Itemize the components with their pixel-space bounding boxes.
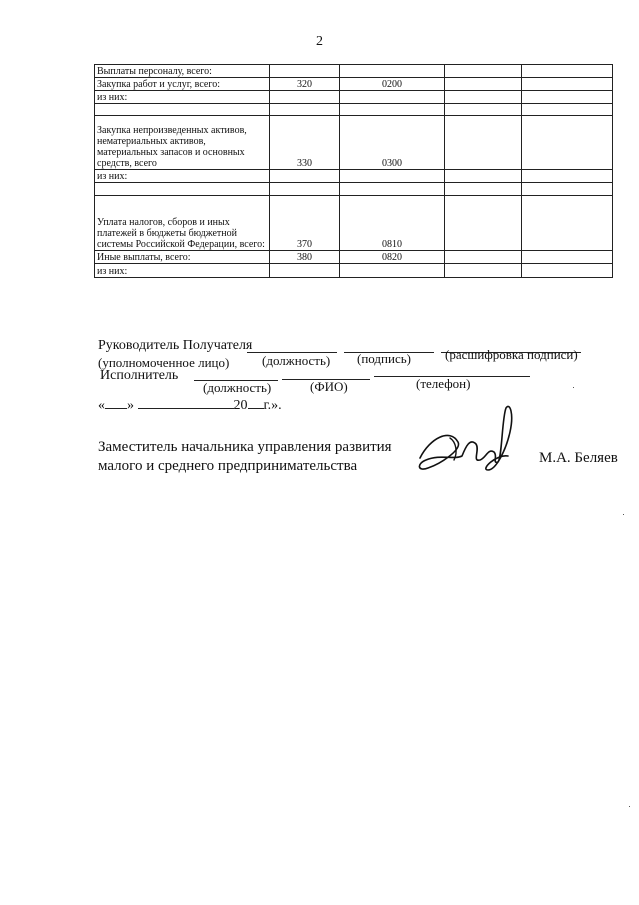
value-cell (445, 196, 522, 251)
value-cell (522, 183, 613, 196)
value-cell (445, 104, 522, 116)
budget-code (340, 183, 445, 196)
value-cell (522, 251, 613, 264)
executor-fio-caption: (ФИО) (310, 379, 348, 394)
budget-code (340, 91, 445, 104)
line-code (270, 91, 340, 104)
deputy-title (98, 438, 392, 476)
line-code (270, 264, 340, 278)
scan-speck (623, 514, 624, 515)
budget-code (340, 264, 445, 278)
page-number: 2 (316, 34, 323, 49)
date-suffix: г.». (263, 398, 282, 413)
budget-code: 0820 (340, 251, 445, 264)
value-cell (445, 251, 522, 264)
row-label (95, 183, 270, 196)
row-label: Закупка непроизведенных активов, нематериальных активов, материальных запасов и основных средств, всего (95, 116, 270, 170)
line-code: 370 (270, 196, 340, 251)
line-code (270, 104, 340, 116)
deputy-title-line-2: малого и среднего предпринимательства (98, 458, 358, 474)
executor-phone-caption: (телефон) (416, 376, 471, 391)
value-cell (522, 78, 613, 91)
line-code (270, 183, 340, 196)
position-caption: (должность) (262, 353, 331, 368)
executor-label: Исполнитель (100, 368, 179, 383)
value-cell (522, 196, 613, 251)
budget-code (340, 65, 445, 78)
date-day-blank (105, 396, 127, 409)
row-label: Выплаты персоналу, всего: (95, 65, 270, 78)
value-cell (445, 116, 522, 170)
executor-position-caption: (должность) (203, 380, 272, 395)
table-row (95, 91, 613, 104)
value-cell (445, 91, 522, 104)
table-row (95, 78, 613, 91)
deputy-name: М.А. Беляев (539, 450, 618, 466)
row-label: из них: (95, 264, 270, 278)
value-cell (445, 65, 522, 78)
budget-code: 0200 (340, 78, 445, 91)
table-row (95, 183, 613, 196)
table-row (95, 196, 613, 251)
value-cell (522, 170, 613, 183)
budget-code (340, 170, 445, 183)
row-label: Уплата налогов, сборов и иных платежей в бюджеты бюджетной системы Российской Федерации, всего: (95, 196, 270, 251)
value-cell (522, 104, 613, 116)
value-cell (522, 91, 613, 104)
scan-speck (573, 387, 574, 388)
row-label: Закупка работ и услуг, всего: (95, 78, 270, 91)
table-row (95, 264, 613, 278)
date-line (98, 396, 282, 414)
line-code: 380 (270, 251, 340, 264)
date-year-prefix: 20 (233, 398, 248, 413)
signature-caption: (подпись) (357, 351, 411, 366)
scan-speck (629, 806, 630, 807)
row-label (95, 104, 270, 116)
decoding-caption: (расшифровка подписи) (445, 347, 578, 362)
table-row (95, 116, 613, 170)
date-quote-open: « (98, 398, 105, 413)
date-year-blank (248, 396, 264, 409)
value-cell (445, 78, 522, 91)
line-code (270, 65, 340, 78)
table-row (95, 104, 613, 116)
value-cell (445, 170, 522, 183)
value-cell (445, 183, 522, 196)
row-label: Иные выплаты, всего: (95, 251, 270, 264)
table-row (95, 170, 613, 183)
row-label: из них: (95, 170, 270, 183)
deputy-title-line-1: Заместитель начальника управления развития (98, 439, 392, 455)
budget-code: 0300 (340, 116, 445, 170)
head-sublabel: (уполномоченное лицо) (98, 355, 230, 370)
value-cell (522, 264, 613, 278)
head-label: Руководитель Получателя (98, 338, 253, 353)
table-row (95, 251, 613, 264)
line-code: 330 (270, 116, 340, 170)
value-cell (522, 65, 613, 78)
line-code: 320 (270, 78, 340, 91)
date-month-blank (138, 396, 234, 409)
budget-code: 0810 (340, 196, 445, 251)
row-label: из них: (95, 91, 270, 104)
handwritten-signature-icon (410, 398, 520, 478)
value-cell (445, 264, 522, 278)
budget-table (94, 64, 613, 278)
date-quote-mid: » (127, 398, 134, 413)
line-code (270, 170, 340, 183)
budget-code (340, 104, 445, 116)
table-row (95, 65, 613, 78)
value-cell (522, 116, 613, 170)
